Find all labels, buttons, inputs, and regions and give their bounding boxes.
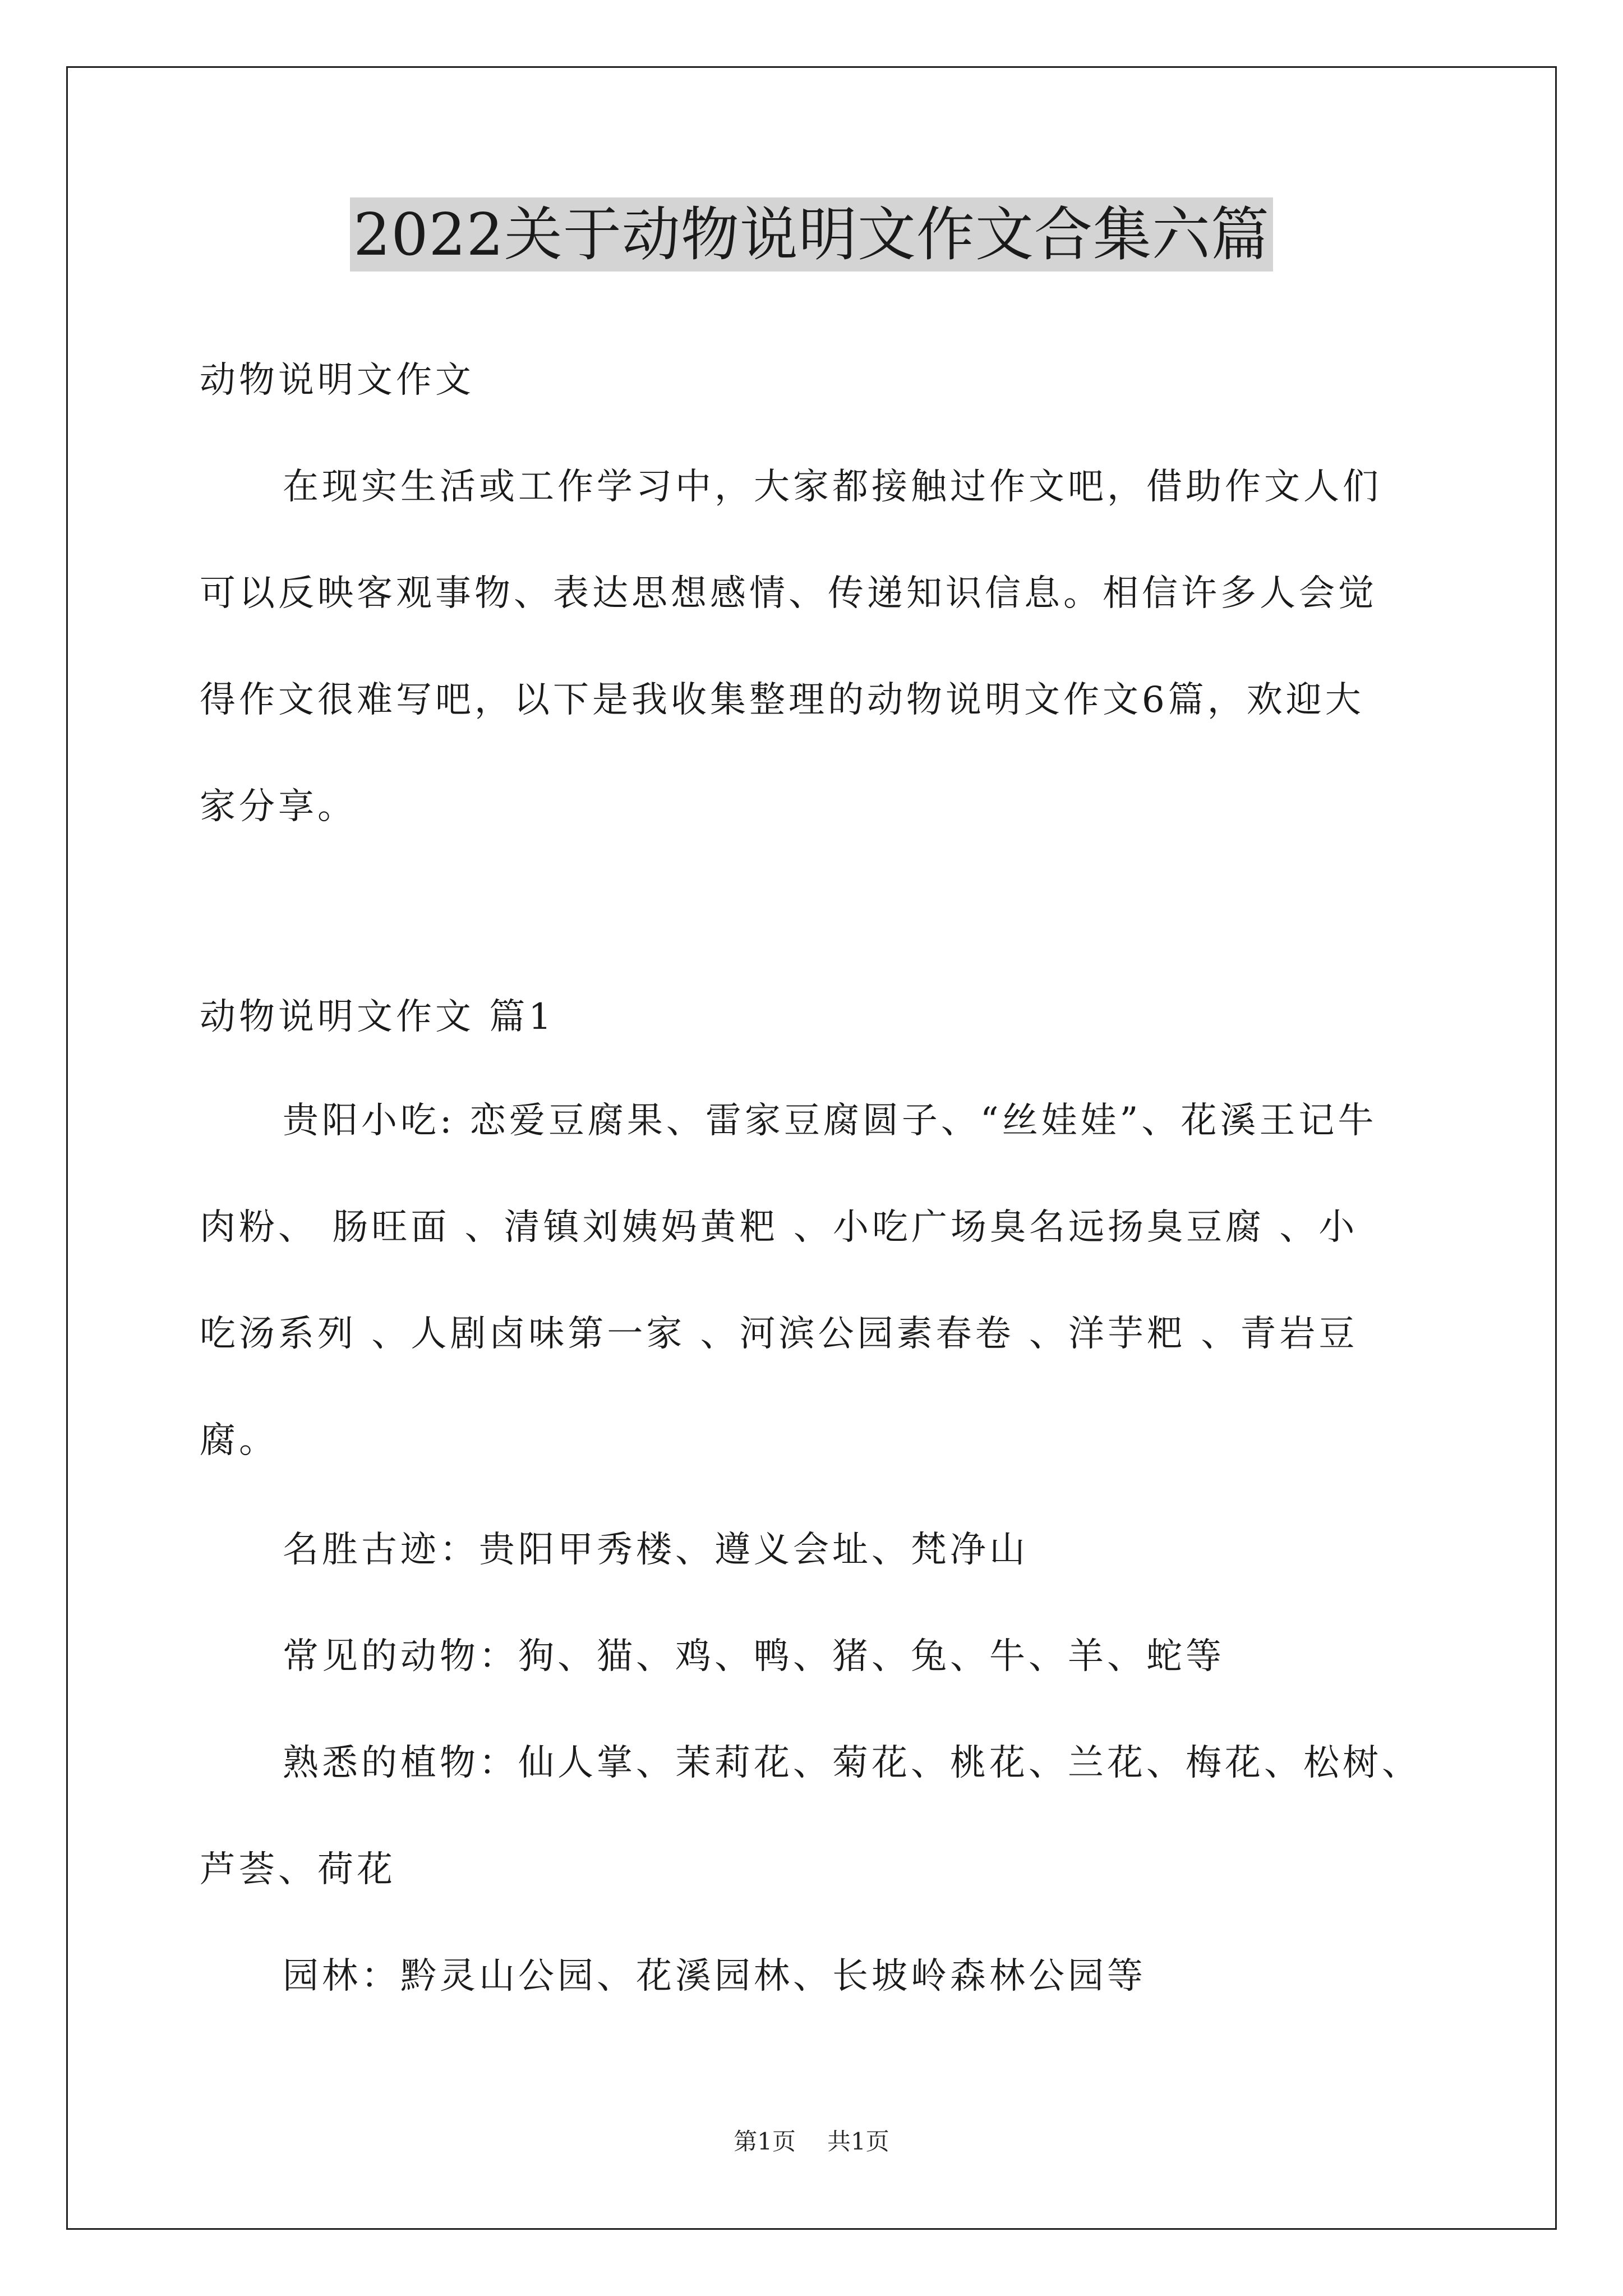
snacks-line: 贵阳小吃: 恋爱豆腐果、雷家豆腐圆子、“丝娃娃”、花溪王记牛 [283, 1100, 1377, 1142]
intro-line: 得作文很难写吧，以下是我收集整理的动物说明文作文6篇，欢迎大 [200, 679, 1364, 721]
document-title: 2022关于动物说明文作文合集六篇 [350, 197, 1273, 272]
plants-line: 芦荟、荷花 [200, 1849, 396, 1890]
animals-paragraph: 常见的动物：狗、猫、鸡、鸭、猪、兔、牛、羊、蛇等 [283, 1636, 1225, 1677]
title-container [0, 197, 1623, 272]
sites-paragraph: 名胜古迹：贵阳甲秀楼、遵义会址、梵净山 [283, 1529, 1029, 1571]
snacks-line: 肉粉、 肠旺面 、清镇刘姨妈黄粑 、小吃广场臭名远扬臭豆腐 、小 [200, 1207, 1358, 1248]
plants-line: 熟悉的植物：仙人掌、茉莉花、菊花、桃花、兰花、梅花、松树、 [283, 1742, 1421, 1784]
page-footer [0, 2125, 1623, 2159]
snacks-paragraph [200, 1068, 1433, 1494]
intro-line: 可以反映客观事物、表达思想感情、传递知识信息。相信许多人会觉 [200, 573, 1377, 614]
page-total: 共1页 [827, 2128, 889, 2155]
intro-paragraph [200, 434, 1433, 860]
section-heading: 动物说明文作文 [200, 360, 474, 401]
snacks-line: 吃汤系列 、人剧卤味第一家 、河滨公园素春卷 、洋芋粑 、青岩豆 [200, 1313, 1358, 1355]
part1-heading: 动物说明文作文 篇1 [200, 996, 555, 1038]
plants-paragraph [200, 1710, 1433, 1923]
intro-line: 家分享。 [200, 786, 357, 827]
page-number: 第1页 [734, 2128, 796, 2155]
intro-line: 在现实生活或工作学习中，大家都接触过作文吧，借助作文人们 [283, 466, 1382, 508]
gardens-paragraph: 园林：黔灵山公园、花溪园林、长坡岭森林公园等 [283, 1955, 1146, 1997]
snacks-line: 腐。 [200, 1420, 278, 1461]
